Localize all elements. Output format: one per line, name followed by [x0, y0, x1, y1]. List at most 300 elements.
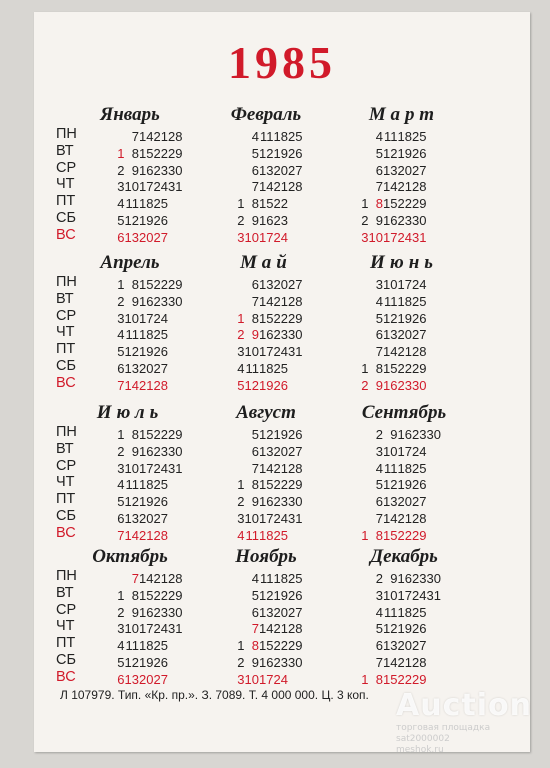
day-cell: 11 — [260, 571, 274, 586]
day-cell: 5 — [117, 344, 125, 360]
month-name: Апрель — [100, 252, 160, 273]
day-cell: 10 — [244, 344, 259, 360]
day-cell: 1 — [237, 310, 245, 326]
day-cell: 8 — [131, 277, 139, 292]
day-cell: 2 — [237, 212, 245, 228]
day-cell: 7 — [131, 571, 139, 586]
day-cell: 6 — [251, 604, 259, 620]
day-cell: 25 — [153, 327, 168, 343]
day-cell: 27 — [288, 443, 303, 459]
day-row — [354, 327, 427, 344]
day-cell: 29 — [168, 587, 183, 603]
day-cell: 20 — [139, 229, 154, 245]
day-row — [110, 129, 183, 146]
day-cell: 12 — [259, 427, 274, 442]
day-cell: 19 — [273, 587, 288, 603]
day-cell: 9 — [375, 377, 383, 393]
day-cell: 10 — [124, 310, 139, 326]
day-cell: 2 — [117, 162, 125, 178]
day-cell: 21 — [397, 179, 412, 195]
day-cell: 24 — [273, 510, 288, 526]
day-cell: 11 — [384, 129, 398, 144]
weekday-label: ПН — [56, 568, 77, 584]
day-row — [110, 361, 183, 378]
day-row — [110, 146, 183, 163]
day-cell: 20 — [273, 162, 288, 178]
day-row — [110, 294, 183, 311]
day-cell: 30 — [412, 212, 427, 228]
day-cell: 3 — [375, 443, 383, 459]
day-cell: 22 — [153, 145, 168, 161]
day-row — [354, 146, 427, 163]
day-row — [110, 344, 183, 361]
day-cell: 31 — [168, 621, 183, 637]
day-row — [354, 230, 427, 247]
day-cell: 25 — [153, 477, 168, 493]
day-cell: 10 — [368, 229, 383, 245]
day-cell: 15 — [383, 527, 398, 543]
day-cell: 7 — [117, 527, 125, 543]
day-cell: 13 — [124, 229, 139, 245]
month-grid — [110, 129, 183, 247]
day-cell: 26 — [288, 427, 303, 442]
day-cell: 12 — [259, 145, 274, 161]
day-cell: 31 — [288, 344, 303, 360]
day-cell: 3 — [117, 460, 125, 476]
day-row — [230, 213, 303, 230]
day-cell: 16 — [259, 327, 274, 343]
day-cell: 12 — [124, 344, 139, 360]
day-cell: 4 — [117, 196, 125, 212]
day-cell: 31 — [412, 229, 427, 245]
day-cell: 4 — [251, 129, 259, 144]
day-row — [230, 230, 303, 247]
day-cell: 27 — [412, 494, 427, 510]
day-cell: 28 — [412, 510, 427, 526]
day-row — [354, 277, 427, 294]
day-cell: 23 — [153, 293, 168, 309]
day-row — [110, 444, 183, 461]
day-cell: 14 — [259, 460, 274, 476]
day-cell: 20 — [397, 162, 412, 178]
day-cell: 2 — [375, 427, 383, 442]
weekday-label: СБ — [56, 651, 76, 668]
day-cell: 20 — [273, 443, 288, 459]
day-row — [110, 528, 183, 545]
weekday-label: ВС — [56, 374, 76, 391]
day-cell: 20 — [397, 494, 412, 510]
day-cell: 25 — [412, 129, 427, 144]
day-cell: 11 — [384, 460, 398, 476]
weekday-label: ПН — [56, 274, 77, 290]
day-cell: 12 — [124, 654, 139, 670]
day-cell: 19 — [259, 377, 274, 393]
day-cell: 8 — [131, 145, 139, 161]
day-cell: 16 — [139, 293, 154, 309]
month-grid — [110, 571, 183, 689]
day-cell: 23 — [273, 654, 288, 670]
day-cell: 5 — [251, 587, 259, 603]
day-cell: 9 — [131, 162, 139, 178]
day-cell: 3 — [117, 179, 125, 195]
day-cell: 16 — [383, 212, 398, 228]
day-cell: 29 — [412, 360, 427, 376]
day-row — [230, 294, 303, 311]
day-cell: 13 — [383, 327, 398, 343]
day-cell: 31 — [168, 460, 183, 476]
day-row — [230, 672, 303, 689]
day-cell: 13 — [259, 162, 274, 178]
day-cell: 24 — [273, 344, 288, 360]
day-cell: 26 — [412, 477, 427, 493]
day-cell: 29 — [168, 427, 183, 442]
day-cell: 11 — [245, 360, 259, 376]
day-cell: 2 — [117, 443, 125, 459]
watermark-brand: Auction — [396, 688, 532, 723]
day-cell: 17 — [139, 621, 154, 637]
day-cell: 17 — [397, 277, 412, 292]
day-cell: 18 — [397, 129, 412, 144]
month-name: Сентябрь — [361, 402, 447, 423]
day-cell: 6 — [251, 277, 259, 292]
day-row — [354, 605, 441, 622]
month-name: Март — [368, 104, 440, 125]
day-cell: 11 — [125, 638, 139, 654]
year-title: 1985 — [228, 37, 336, 88]
day-cell: 4 — [375, 460, 383, 476]
day-cell: 24 — [153, 621, 168, 637]
day-cell: 19 — [397, 310, 412, 326]
day-row — [110, 571, 183, 588]
day-cell: 3 — [237, 510, 245, 526]
day-cell: 24 — [412, 277, 427, 292]
day-row — [354, 163, 427, 180]
weekday-label: ВТ — [56, 584, 74, 601]
day-cell: 5 — [375, 621, 383, 637]
day-cell: 30 — [168, 162, 183, 178]
month-name: Август — [236, 402, 296, 423]
day-cell: 4 — [117, 327, 125, 343]
day-cell: 29 — [168, 145, 183, 161]
day-cell: 29 — [288, 310, 303, 326]
watermark-line: meshok.ru — [396, 745, 444, 755]
day-cell: 14 — [259, 621, 274, 637]
day-cell: 5 — [117, 654, 125, 670]
day-cell: 3 — [237, 671, 245, 687]
day-cell: 28 — [412, 344, 427, 360]
day-cell: 6 — [117, 229, 125, 245]
weekday-label: ПН — [56, 126, 77, 142]
day-row — [110, 461, 183, 478]
day-cell: 3 — [117, 310, 125, 326]
day-row — [230, 277, 303, 294]
day-row — [230, 477, 303, 494]
day-cell: 30 — [288, 327, 303, 343]
day-cell: 29 — [168, 277, 183, 292]
day-cell: 12 — [124, 212, 139, 228]
month-name: Май — [240, 252, 292, 273]
day-cell: 25 — [412, 293, 427, 309]
day-cell: 18 — [139, 638, 154, 654]
weekday-labels — [56, 274, 77, 392]
day-cell: 23 — [273, 494, 288, 510]
day-cell: 14 — [124, 377, 139, 393]
day-cell: 10 — [244, 229, 259, 245]
day-cell: 3 — [237, 344, 245, 360]
day-cell: 31 — [426, 587, 441, 603]
month-grid — [110, 427, 183, 545]
month-grid — [230, 129, 303, 247]
quarter-block — [34, 546, 530, 691]
day-cell: 25 — [288, 571, 303, 586]
day-cell: 13 — [259, 604, 274, 620]
day-cell: 24 — [153, 460, 168, 476]
day-cell: 9 — [251, 212, 259, 228]
day-cell: 15 — [259, 196, 274, 212]
day-cell: 20 — [397, 327, 412, 343]
day-cell: 19 — [139, 212, 154, 228]
day-cell: 8 — [375, 527, 383, 543]
day-cell: 24 — [273, 229, 288, 245]
day-cell: 16 — [397, 427, 412, 442]
day-cell: 12 — [124, 494, 139, 510]
day-cell: 28 — [168, 571, 183, 586]
day-row — [110, 588, 183, 605]
day-cell: 1 — [361, 527, 369, 543]
day-cell: 3 — [117, 621, 125, 637]
day-cell: 18 — [397, 293, 412, 309]
weekday-label: ВТ — [56, 142, 74, 159]
day-cell: 28 — [412, 654, 427, 670]
day-cell: 1 — [361, 360, 369, 376]
day-cell: 11 — [384, 293, 398, 309]
day-cell: 21 — [153, 129, 168, 144]
day-cell: 15 — [139, 145, 154, 161]
day-row — [230, 311, 303, 328]
day-row — [354, 361, 427, 378]
calendar-card — [34, 12, 530, 752]
day-cell: 30 — [288, 654, 303, 670]
day-cell: 19 — [273, 145, 288, 161]
day-cell: 20 — [397, 638, 412, 654]
day-cell: 30 — [412, 377, 427, 393]
day-cell: 11 — [125, 196, 139, 212]
day-cell: 16 — [139, 604, 154, 620]
day-cell: 28 — [288, 460, 303, 476]
day-row — [354, 494, 441, 511]
day-cell: 18 — [259, 527, 274, 543]
day-cell: 27 — [153, 510, 168, 526]
watermark-line: sat2000002 — [396, 734, 450, 744]
day-cell: 8 — [251, 477, 259, 493]
day-cell: 19 — [397, 621, 412, 637]
weekday-label: ВС — [56, 524, 76, 541]
day-row — [230, 588, 303, 605]
day-cell: 12 — [383, 477, 398, 493]
day-cell: 10 — [244, 671, 259, 687]
day-cell: 15 — [259, 310, 274, 326]
day-row — [110, 655, 183, 672]
day-cell: 26 — [153, 344, 168, 360]
day-row — [110, 311, 183, 328]
day-cell: 28 — [153, 377, 168, 393]
day-cell: 26 — [153, 654, 168, 670]
day-cell: 22 — [153, 277, 168, 292]
month-name: Декабрь — [370, 546, 438, 567]
day-cell: 22 — [153, 587, 168, 603]
day-cell: 22 — [397, 527, 412, 543]
weekday-labels — [56, 126, 77, 244]
day-cell: 18 — [273, 571, 288, 586]
day-row — [354, 638, 441, 655]
day-cell: 25 — [288, 129, 303, 144]
day-cell: 15 — [139, 427, 154, 442]
day-cell: 6 — [375, 638, 383, 654]
day-cell: 2 — [237, 654, 245, 670]
day-cell: 5 — [237, 377, 245, 393]
day-cell: 9 — [131, 604, 139, 620]
day-cell: 24 — [412, 587, 427, 603]
day-cell: 12 — [383, 310, 398, 326]
day-cell: 20 — [139, 510, 154, 526]
day-cell: 8 — [251, 196, 259, 212]
day-cell: 30 — [168, 293, 183, 309]
day-cell: 7 — [251, 621, 259, 637]
day-cell: 18 — [259, 360, 274, 376]
day-cell: 18 — [273, 129, 288, 144]
day-cell: 5 — [375, 477, 383, 493]
day-row — [230, 605, 303, 622]
day-row — [230, 571, 303, 588]
day-cell: 25 — [412, 460, 427, 476]
day-cell: 5 — [117, 212, 125, 228]
day-cell: 10 — [383, 587, 398, 603]
day-cell: 24 — [412, 443, 427, 459]
day-cell: 8 — [251, 310, 259, 326]
day-cell: 6 — [375, 494, 383, 510]
day-cell: 1 — [117, 145, 125, 161]
day-cell: 25 — [273, 360, 288, 376]
day-cell: 9 — [131, 293, 139, 309]
weekday-label: ЧТ — [56, 618, 75, 635]
day-cell: 16 — [259, 212, 274, 228]
month-name: Январь — [100, 104, 160, 125]
day-row — [354, 196, 427, 213]
day-row — [230, 361, 303, 378]
day-cell: 1 — [117, 427, 125, 442]
day-cell: 26 — [273, 377, 288, 393]
print-info: Л 107979. Тип. «Кр. пр.». З. 7089. Т. 4 000 000. Ц. 3 коп. — [60, 688, 369, 702]
day-row — [230, 146, 303, 163]
weekday-label: СР — [56, 457, 77, 474]
day-cell: 7 — [117, 377, 125, 393]
day-row — [110, 621, 183, 638]
day-cell: 30 — [288, 494, 303, 510]
day-row — [354, 655, 441, 672]
day-row — [230, 196, 303, 213]
day-cell: 3 — [375, 587, 383, 603]
day-cell: 17 — [397, 587, 412, 603]
month-grid — [354, 571, 441, 689]
month-name: Июль — [96, 402, 164, 423]
day-cell: 2 — [361, 212, 369, 228]
day-cell: 9 — [251, 494, 259, 510]
weekday-label: СР — [56, 601, 77, 618]
month-grid — [354, 129, 427, 247]
day-cell: 14 — [259, 179, 274, 195]
weekday-label: ВТ — [56, 440, 74, 457]
day-cell: 27 — [153, 671, 168, 687]
day-cell: 26 — [153, 494, 168, 510]
day-row — [110, 179, 183, 196]
day-cell: 1 — [117, 587, 125, 603]
day-cell: 8 — [131, 427, 139, 442]
day-cell: 9 — [131, 443, 139, 459]
day-cell: 27 — [288, 604, 303, 620]
day-cell: 4 — [117, 477, 125, 493]
day-cell: 1 — [117, 277, 125, 292]
day-cell: 30 — [426, 571, 441, 586]
day-cell: 10 — [244, 510, 259, 526]
day-cell: 1 — [237, 196, 245, 212]
day-row — [110, 672, 183, 689]
day-cell: 5 — [375, 310, 383, 326]
month-grid — [230, 277, 303, 395]
day-cell: 10 — [383, 443, 398, 459]
day-cell: 7 — [375, 510, 383, 526]
day-row — [230, 427, 303, 444]
day-cell: 10 — [124, 460, 139, 476]
day-cell: 27 — [412, 162, 427, 178]
weekday-label: ПТ — [56, 193, 76, 210]
day-cell: 21 — [273, 621, 288, 637]
day-cell: 27 — [288, 162, 303, 178]
weekday-label: ВС — [56, 668, 76, 685]
day-cell: 26 — [412, 145, 427, 161]
day-row — [354, 477, 441, 494]
day-cell: 24 — [153, 310, 168, 326]
day-row — [230, 655, 303, 672]
day-cell: 11 — [125, 477, 139, 493]
day-row — [354, 294, 427, 311]
day-cell: 8 — [131, 587, 139, 603]
day-cell: 21 — [273, 179, 288, 195]
day-cell: 4 — [237, 360, 245, 376]
auction-watermark — [396, 688, 546, 756]
day-cell: 15 — [139, 277, 154, 292]
day-cell: 19 — [139, 494, 154, 510]
day-row — [230, 461, 303, 478]
day-cell: 1 — [237, 477, 245, 493]
day-row — [230, 444, 303, 461]
day-cell: 22 — [153, 427, 168, 442]
day-cell: 4 — [237, 527, 245, 543]
day-cell: 11 — [125, 327, 139, 343]
day-cell: 29 — [412, 196, 427, 212]
day-cell: 14 — [124, 527, 139, 543]
day-cell: 28 — [153, 527, 168, 543]
day-cell: 3 — [375, 277, 383, 292]
day-cell: 28 — [412, 179, 427, 195]
day-cell: 26 — [153, 212, 168, 228]
day-cell: 3 — [237, 229, 245, 245]
day-cell: 19 — [397, 145, 412, 161]
day-cell: 8 — [375, 671, 383, 687]
day-cell: 2 — [361, 377, 369, 393]
day-cell: 7 — [375, 344, 383, 360]
day-cell: 25 — [273, 527, 288, 543]
day-cell: 12 — [383, 145, 398, 161]
